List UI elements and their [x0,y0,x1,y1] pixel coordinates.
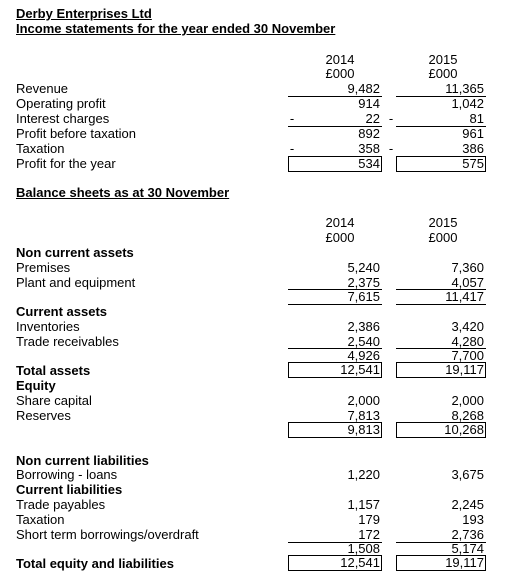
income-profit-year-2015: 575 [462,156,484,171]
income-operating-profit-2014: 914 [358,96,380,111]
receivables-2015: 4,280 [451,334,484,349]
income-revenue-2015: 11,365 [445,81,484,96]
income-interest-minus-2014: - [289,111,295,126]
label-total-equity-liabilities: Total equity and liabilities [16,556,174,571]
premises-2015: 7,360 [451,260,484,275]
label-total-assets: Total assets [16,363,91,378]
ca-total-2014: 4,926 [347,348,380,363]
label-taxation-liability: Taxation [16,512,65,527]
short-term-2014: 172 [358,527,380,542]
plant-2014: 2,375 [347,275,380,290]
heading-current-liabilities: Current liabilities [16,482,123,497]
income-label-operating-profit: Operating profit [16,96,106,111]
label-short-term-borrowings: Short term borrowings/overdraft [16,527,199,542]
balance-divider [396,304,486,305]
income-profit-year-2014: 534 [358,156,380,171]
share-capital-2015: 2,000 [451,393,484,408]
cl-total-2015: 5,174 [451,541,484,556]
income-label-taxation: Taxation [16,141,65,156]
payables-2015: 2,245 [451,497,484,512]
balance-col1-unit: £000 [325,230,355,245]
income-col2-unit: £000 [428,66,458,81]
taxation-2015: 193 [462,512,484,527]
cl-total-2014: 1,508 [347,541,380,556]
total-assets-2015: 19,117 [445,362,484,377]
inventories-2014: 2,386 [347,319,380,334]
label-reserves: Reserves [16,408,71,423]
company-name: Derby Enterprises Ltd [16,6,152,21]
label-trade-payables: Trade payables [16,497,106,512]
nca-total-2015: 11,417 [445,289,484,304]
label-trade-receivables: Trade receivables [16,334,119,349]
total-el-2014: 12,541 [340,555,380,570]
total-assets-2014: 12,541 [340,362,380,377]
borrowing-2014: 1,220 [347,467,380,482]
income-label-revenue: Revenue [16,81,69,96]
borrowing-2015: 3,675 [451,467,484,482]
income-interest-2014: 22 [365,111,380,126]
label-plant-equipment: Plant and equipment [16,275,136,290]
income-interest-2015: 81 [469,111,484,126]
income-col1-year: 2014 [325,52,355,67]
income-pbt-2014: 892 [358,126,380,141]
income-col1-unit: £000 [325,66,355,81]
income-operating-profit-2015: 1,042 [451,96,484,111]
heading-current-assets: Current assets [16,304,108,319]
reserves-2014: 7,813 [347,408,380,423]
income-tax-minus-2014: - [289,141,295,156]
income-label-pbt: Profit before taxation [16,126,136,141]
label-premises: Premises [16,260,71,275]
balance-sheet-title: Balance sheets as at 30 November [16,185,230,200]
label-inventories: Inventories [16,319,80,334]
total-el-2015: 19,117 [445,555,484,570]
income-label-interest: Interest charges [16,111,110,126]
label-share-capital: Share capital [16,393,92,408]
balance-col2-year: 2015 [428,215,458,230]
equity-total-2014: 9,813 [347,422,380,437]
inventories-2015: 3,420 [451,319,484,334]
heading-non-current-assets: Non current assets [16,245,134,260]
income-col2-year: 2015 [428,52,458,67]
label-borrowing-loans: Borrowing - loans [16,467,118,482]
short-term-2015: 2,736 [451,527,484,542]
income-label-profit-year: Profit for the year [16,156,116,171]
receivables-2014: 2,540 [347,334,380,349]
payables-2014: 1,157 [347,497,380,512]
equity-total-2015: 10,268 [444,422,484,437]
balance-col2-unit: £000 [428,230,458,245]
income-tax-2014: 358 [358,141,380,156]
taxation-2014: 179 [358,512,380,527]
income-statement-title: Income statements for the year ended 30 November [16,21,336,36]
income-interest-minus-2015: - [388,111,394,126]
income-tax-2015: 386 [462,141,484,156]
balance-col1-year: 2014 [325,215,355,230]
income-revenue-2014: 9,482 [347,81,380,96]
premises-2014: 5,240 [347,260,380,275]
income-pbt-2015: 961 [462,126,484,141]
heading-equity: Equity [16,378,56,393]
heading-non-current-liabilities: Non current liabilities [16,453,149,468]
plant-2015: 4,057 [451,275,484,290]
reserves-2015: 8,268 [451,408,484,423]
share-capital-2014: 2,000 [347,393,380,408]
ca-total-2015: 7,700 [451,348,484,363]
balance-divider [288,304,382,305]
income-tax-minus-2015: - [388,141,394,156]
nca-total-2014: 7,615 [347,289,380,304]
